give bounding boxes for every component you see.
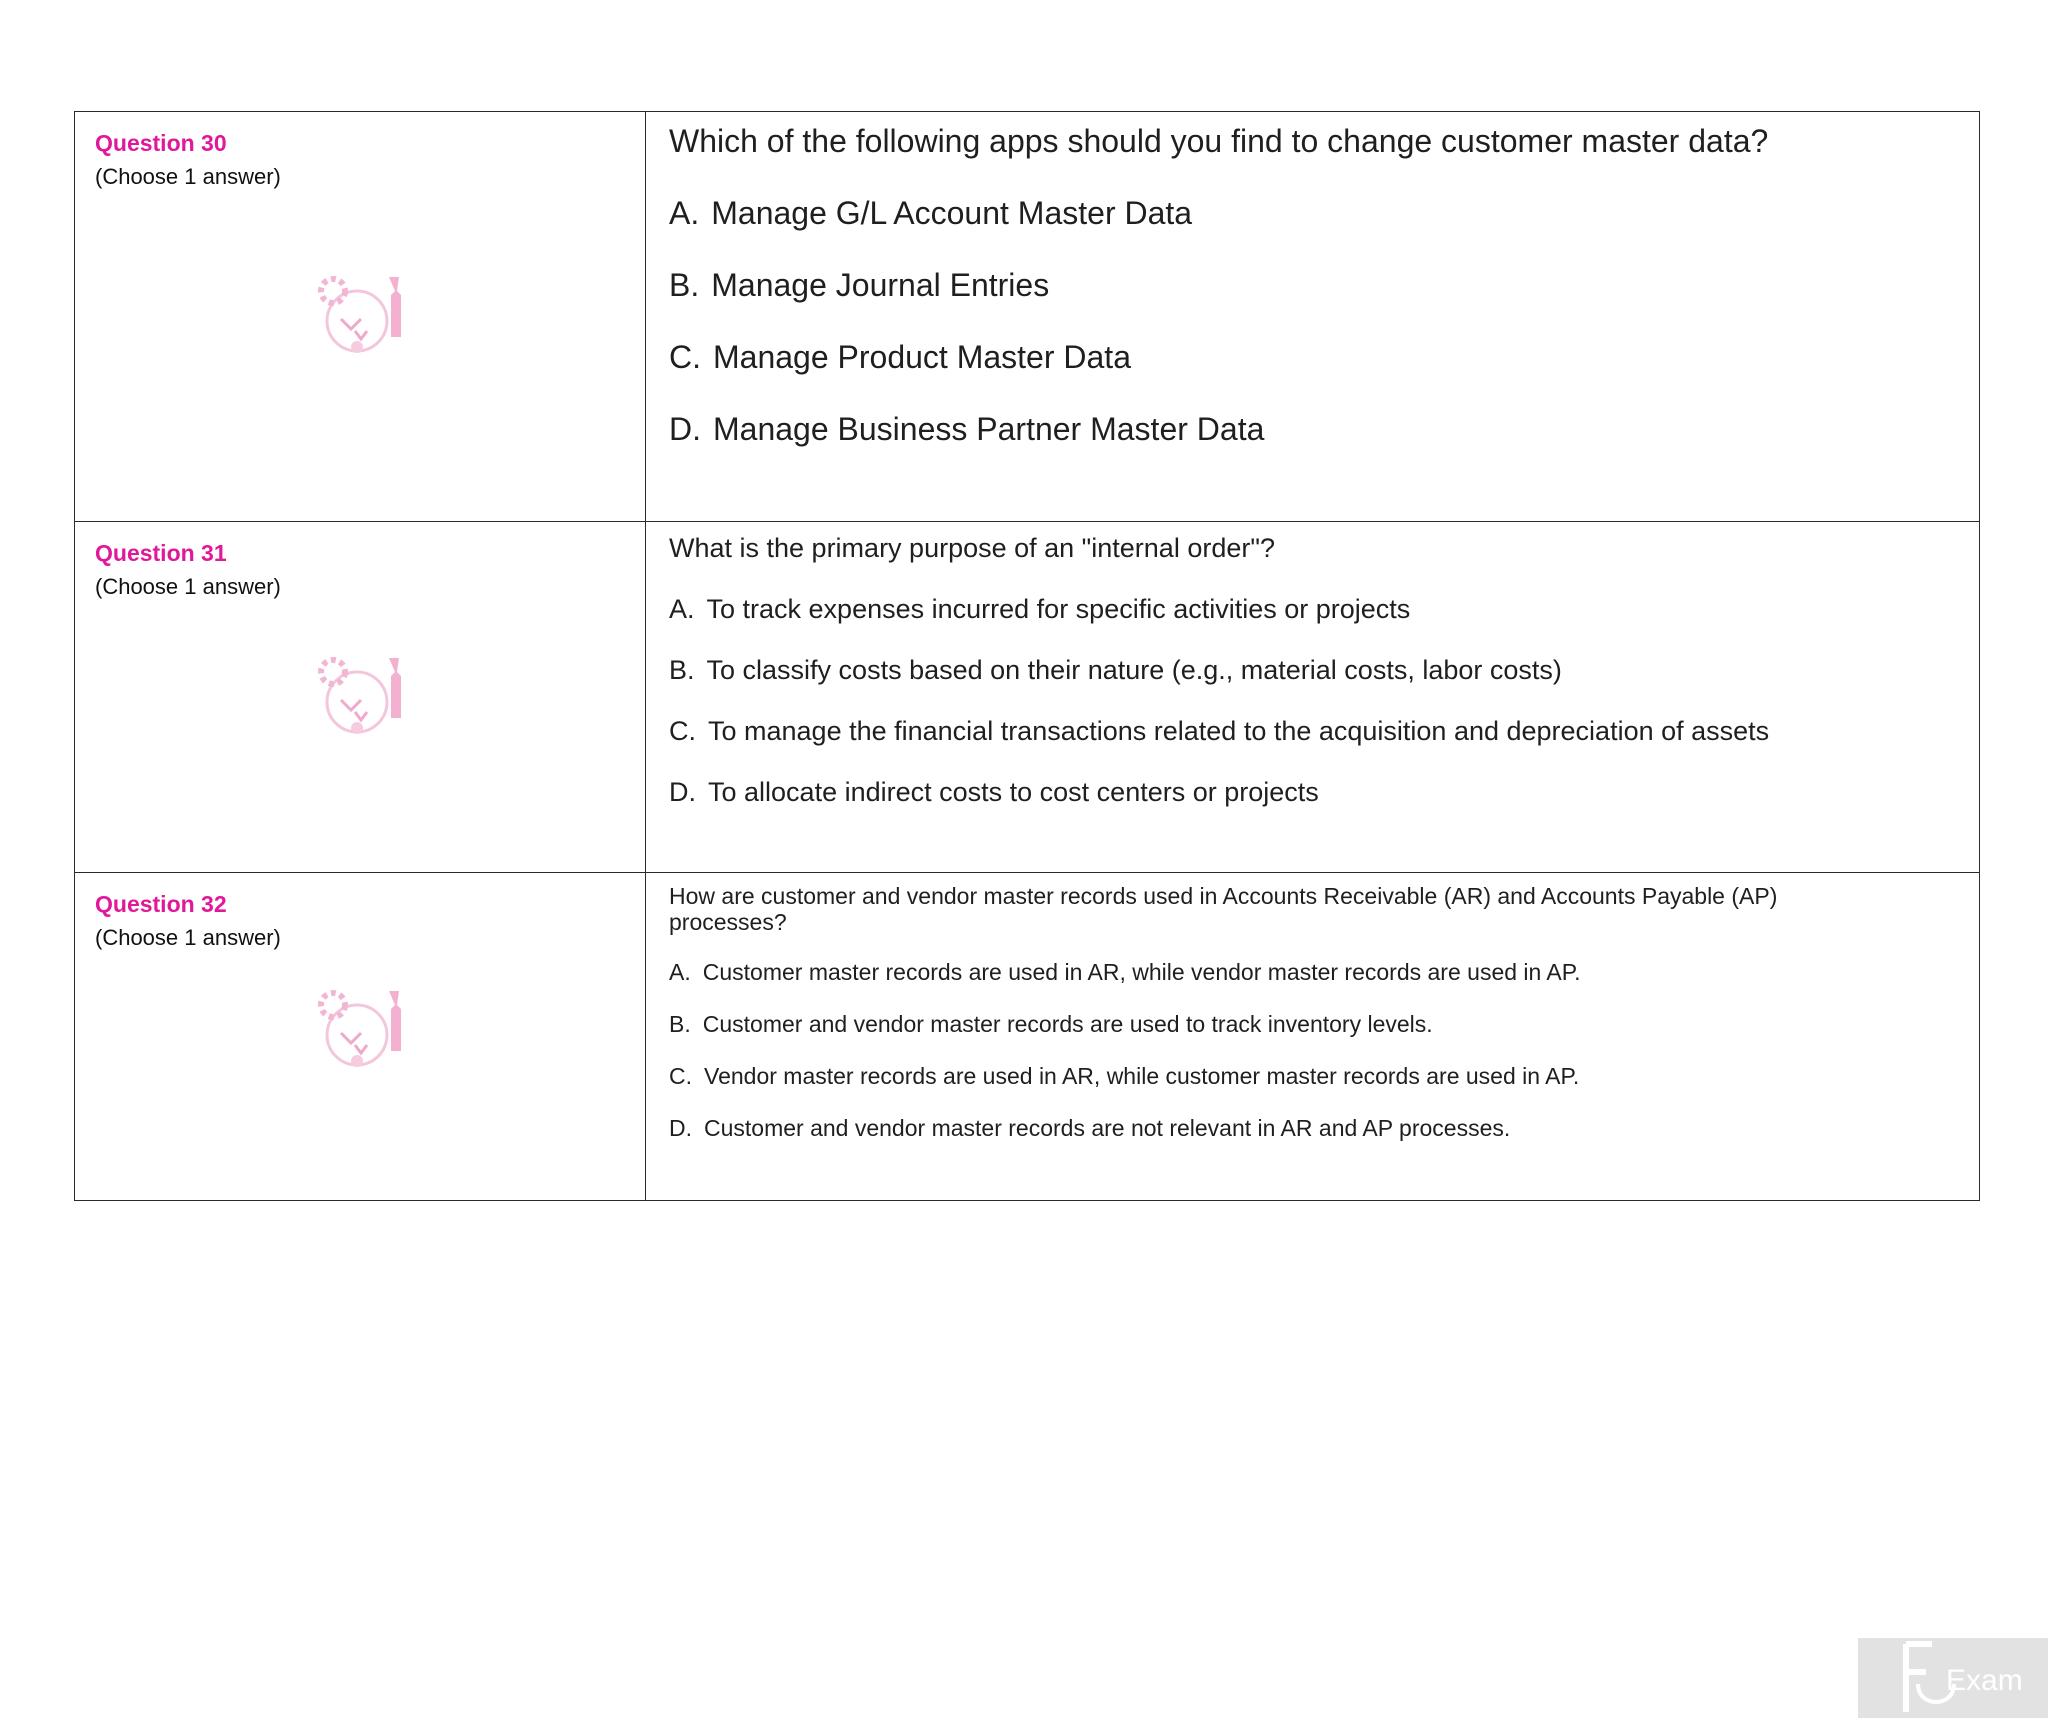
option-text: Customer and vendor master records are not relevant in AR and AP processes. bbox=[704, 1115, 1511, 1141]
option-letter: D. bbox=[669, 777, 696, 807]
question-meta-cell bbox=[75, 522, 646, 873]
option-letter: B. bbox=[669, 267, 700, 303]
option-text: Manage Business Partner Master Data bbox=[713, 411, 1265, 447]
option-text: Customer and vendor master records are used to track inventory levels. bbox=[702, 1011, 1433, 1037]
answer-option-a[interactable] bbox=[669, 592, 1939, 626]
option-letter: D. bbox=[669, 411, 701, 447]
answer-option-c[interactable] bbox=[669, 1062, 1939, 1090]
question-title: Question 32 bbox=[95, 891, 227, 917]
question-subtitle: (Choose 1 answer) bbox=[95, 925, 281, 950]
option-text: Manage G/L Account Master Data bbox=[711, 195, 1193, 231]
option-text: Customer master records are used in AR, while vendor master records are used in AP. bbox=[702, 959, 1581, 985]
option-text: Manage Product Master Data bbox=[713, 339, 1131, 375]
question-body-cell bbox=[646, 112, 1980, 522]
question-body-cell bbox=[646, 873, 1980, 1201]
gear-wrench-mascot-icon bbox=[311, 650, 415, 746]
option-text: To allocate indirect costs to cost centers or projects bbox=[708, 777, 1319, 807]
option-text: Vendor master records are used in AR, while customer master records are used in AP. bbox=[704, 1063, 1580, 1089]
option-text: To manage the financial transactions related to the acquisition and depreciation of assets bbox=[708, 716, 1770, 746]
answer-option-c[interactable] bbox=[669, 714, 1939, 748]
answer-option-d[interactable] bbox=[669, 775, 1939, 809]
gear-wrench-mascot-icon bbox=[311, 269, 415, 365]
question-text: What is the primary purpose of an "internal order"? bbox=[669, 533, 1275, 563]
question-row bbox=[75, 873, 1980, 1201]
question-subtitle: (Choose 1 answer) bbox=[95, 164, 281, 189]
question-row bbox=[75, 112, 1980, 522]
question-subtitle: (Choose 1 answer) bbox=[95, 574, 281, 599]
questions-table bbox=[74, 111, 1980, 1201]
question-title: Question 30 bbox=[95, 130, 227, 156]
option-text: To classify costs based on their nature (e.g., material costs, labor costs) bbox=[706, 655, 1562, 685]
question-meta-cell bbox=[75, 112, 646, 522]
gear-wrench-mascot-icon bbox=[311, 983, 415, 1079]
brand-badge-text: Exam bbox=[1946, 1664, 2023, 1697]
question-row bbox=[75, 522, 1980, 873]
option-letter: A. bbox=[669, 594, 695, 624]
option-text: Manage Journal Entries bbox=[711, 267, 1050, 303]
question-meta-cell bbox=[75, 873, 646, 1201]
option-letter: A. bbox=[669, 195, 700, 231]
option-letter: D. bbox=[669, 1115, 692, 1141]
option-letter: C. bbox=[669, 716, 696, 746]
answer-option-a[interactable] bbox=[669, 193, 1939, 233]
answer-option-b[interactable] bbox=[669, 1010, 1939, 1038]
option-text: To track expenses incurred for specific activities or projects bbox=[706, 594, 1411, 624]
question-text: Which of the following apps should you find to change customer master data? bbox=[669, 123, 1769, 159]
question-title: Question 31 bbox=[95, 540, 227, 566]
brand-badge bbox=[1858, 1638, 2048, 1718]
answer-option-a[interactable] bbox=[669, 958, 1939, 986]
answer-option-c[interactable] bbox=[669, 337, 1939, 377]
answer-option-b[interactable] bbox=[669, 265, 1939, 305]
question-text: How are customer and vendor master records used in Accounts Receivable (AR) and Accounts Payable (AP) processes? bbox=[669, 883, 1778, 935]
option-letter: A. bbox=[669, 959, 691, 985]
answer-option-d[interactable] bbox=[669, 1114, 1939, 1142]
answer-option-b[interactable] bbox=[669, 653, 1939, 687]
answer-option-d[interactable] bbox=[669, 409, 1939, 449]
option-letter: C. bbox=[669, 1063, 692, 1089]
option-letter: B. bbox=[669, 1011, 691, 1037]
option-letter: B. bbox=[669, 655, 695, 685]
question-body-cell bbox=[646, 522, 1980, 873]
option-letter: C. bbox=[669, 339, 701, 375]
brand-logo-icon bbox=[1858, 1638, 2048, 1718]
